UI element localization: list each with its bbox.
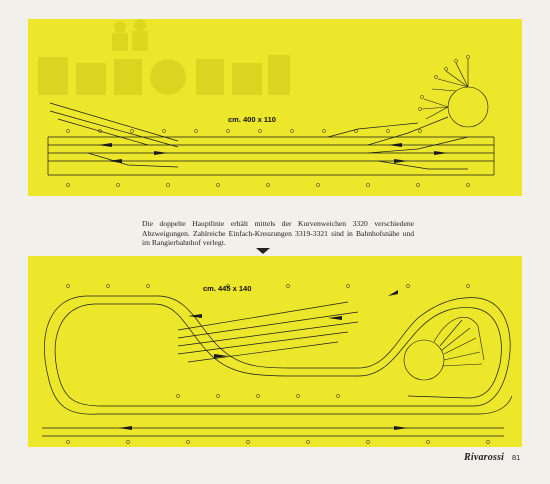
turntable-icon [448, 87, 488, 127]
caption-text: Die doppelte Hauptlinie erhält mittels der Kurvenweichen 3320 verschiedene Abzweigungen. Zahlreiche Einfach-Kreuzungen 3319-3321 sind in Bahnhofsnähe und im Rangierbahnhof verlegt. [142, 219, 414, 248]
track-plan-top [28, 19, 522, 196]
brand-logo: Rivarossi [464, 452, 505, 463]
page-number: 81 [512, 453, 521, 462]
track-diagram-top [28, 19, 522, 196]
layout-dimension-label: cm. 400 x 110 [228, 115, 276, 124]
track-plan-bottom [28, 256, 522, 447]
track-diagram-bottom [28, 256, 522, 447]
triangle-down-icon [256, 248, 270, 254]
turntable-icon [404, 340, 444, 380]
layout-dimension-label: cm. 445 x 140 [203, 284, 252, 293]
